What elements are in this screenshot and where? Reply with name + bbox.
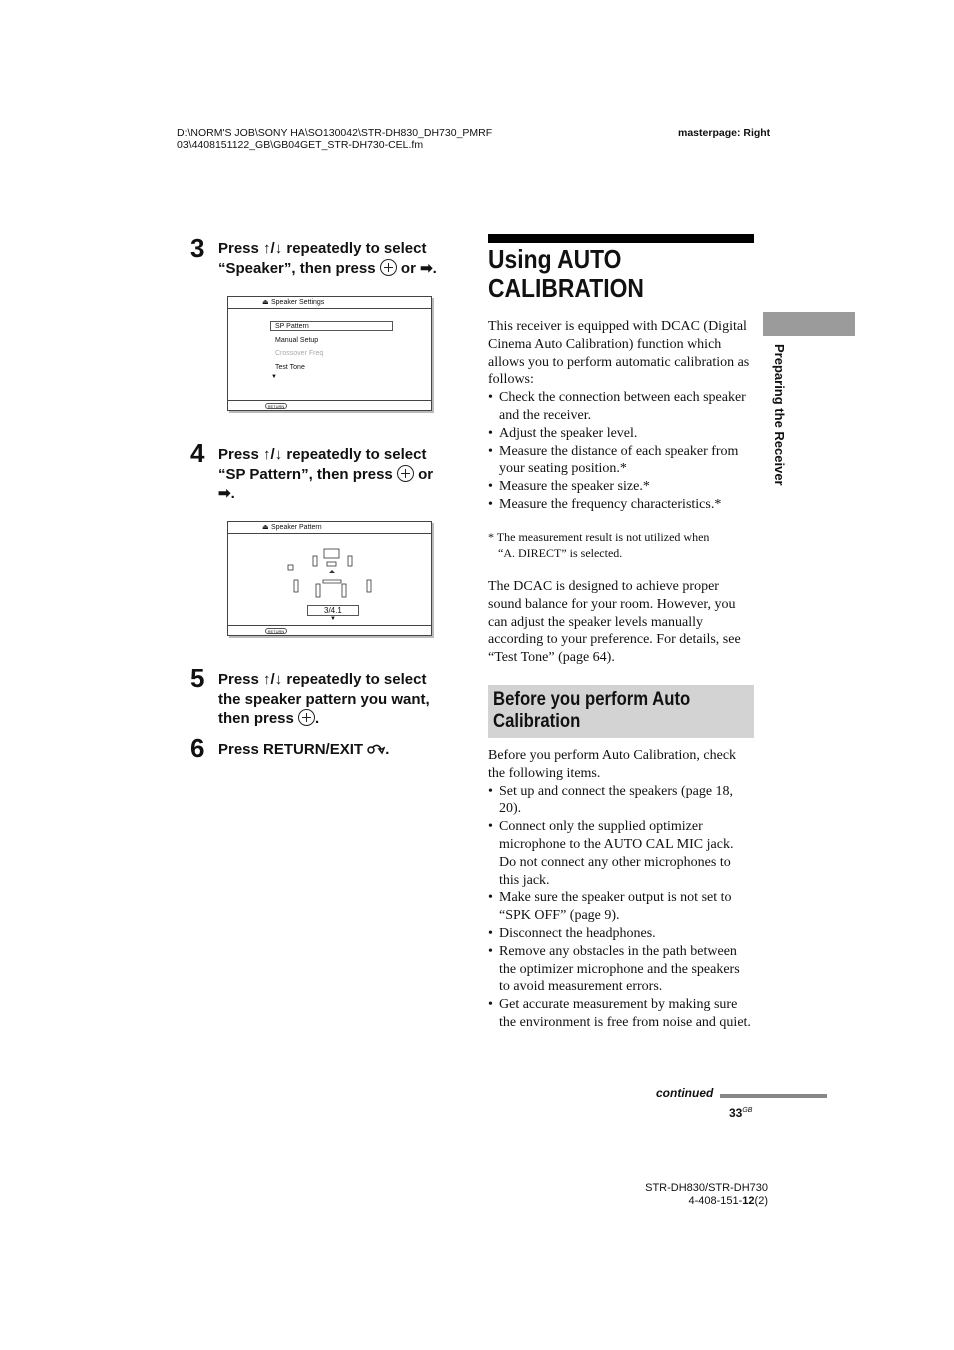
list-item: • Remove any obstacles in the path between the optimizer microphone and the speakers to avoid measurement errors. xyxy=(488,943,754,996)
chapter-tab xyxy=(763,312,855,336)
list-item: • Set up and connect the speakers (page 18, 20). xyxy=(488,783,754,819)
doc-code-bold: 12 xyxy=(742,1194,755,1207)
enter-button-icon xyxy=(380,259,397,276)
step-5-number: 5 xyxy=(190,663,205,693)
file-path-line1: D:\NORM'S JOB\SONY HA\SO130042\STR-DH830_DH730_PMRF xyxy=(177,127,493,139)
subsection-title xyxy=(493,689,690,732)
footnote-line2: “A. DIRECT” is selected. xyxy=(498,546,623,560)
speaker-settings-title: Speaker Settings xyxy=(271,299,325,306)
speaker-settings-footer xyxy=(228,400,431,410)
surround-left-speaker-icon xyxy=(294,580,298,592)
step-6-line1: Press RETURN/EXIT xyxy=(218,741,364,758)
menu-item-test-tone[interactable]: Test Tone xyxy=(275,364,305,371)
subsection-body xyxy=(488,747,754,1032)
center-speaker-icon xyxy=(327,562,336,566)
step-4-number: 4 xyxy=(190,438,205,468)
list-item: • Measure the speaker size.* xyxy=(488,478,754,496)
section-rule xyxy=(488,234,754,243)
doc-code xyxy=(600,1195,768,1208)
menu-item-manual-setup[interactable]: Manual Setup xyxy=(275,337,319,344)
speaker-settings-titlebar xyxy=(228,297,431,309)
enter-button-icon xyxy=(397,465,414,482)
pattern-up-arrow-icon xyxy=(329,570,335,573)
section-title-line2: CALIBRATION xyxy=(488,272,644,303)
section-title xyxy=(488,245,644,302)
subsection-header xyxy=(488,685,754,738)
footnote-line1: * The measurement result is not utilized when xyxy=(488,530,710,544)
return-exit-icon xyxy=(367,743,385,755)
step-3-line1: Press ↑/↓ repeatedly to select xyxy=(218,240,427,257)
step-4-line1: Press ↑/↓ repeatedly to select xyxy=(218,446,427,463)
list-item: • Check the connection between each speaker and the receiver. xyxy=(488,389,754,425)
chapter-tab-label: Preparing the Receiver xyxy=(772,344,787,486)
step-4-line3: or xyxy=(418,465,434,483)
list-item: • Connect only the supplied optimizer microphone to the AUTO CAL MIC jack. Do not connect any other microphones to this jack. xyxy=(488,818,754,889)
page-number-suffix: GB xyxy=(742,1107,753,1114)
step-5-text xyxy=(218,670,468,729)
model-name: STR-DH830/STR-DH730 xyxy=(645,1182,768,1194)
step-3-line3: or ➡. xyxy=(400,259,437,277)
tv-icon xyxy=(324,549,339,558)
speaker-settings-icon: ⏏ xyxy=(262,299,269,306)
step-5-line3: then press xyxy=(218,710,294,727)
calibration-list xyxy=(488,389,754,514)
subsection-title-line1: Before you perform Auto xyxy=(493,689,691,710)
step-3-line2: “Speaker”, then press xyxy=(218,259,376,277)
step-4-line2: “SP Pattern”, then press xyxy=(218,465,393,483)
scroll-down-icon[interactable]: ▼ xyxy=(271,374,277,380)
continued-rule xyxy=(720,1094,827,1098)
list-item: • Disconnect the headphones. xyxy=(488,925,754,943)
section-title-line1: Using AUTO xyxy=(488,244,622,274)
continued-label: continued xyxy=(656,1086,714,1100)
list-item: • Measure the distance of each speaker from your seating position.* xyxy=(488,443,754,479)
surround-right-speaker-icon xyxy=(367,580,371,592)
subsection-intro: Before you perform Auto Calibration, check the following items. xyxy=(488,748,737,781)
section-body xyxy=(488,318,754,514)
page-number-value: 33 xyxy=(729,1106,743,1120)
step-4-text xyxy=(218,445,468,504)
subwoofer-icon xyxy=(288,565,293,570)
doc-code-prefix: 4-408-151- xyxy=(688,1194,743,1207)
section-para2: The DCAC is designed to achieve proper sound balance for your room. However, you can adjust the speaker levels manually according to your preference. For details, see “Test Tone” (page 64). xyxy=(488,579,741,666)
file-path-line2: 03\4408151122_GB\GB04GET_STR-DH730-CEL.fm xyxy=(177,139,424,151)
step-5-line4: . xyxy=(315,710,320,727)
subsection-title-line2: Calibration xyxy=(493,710,581,732)
step-6-text xyxy=(218,740,468,760)
step-3-number: 3 xyxy=(190,233,205,263)
pattern-value-box[interactable]: 3/4.1 xyxy=(307,605,359,616)
speaker-pattern-title: Speaker Pattern xyxy=(271,524,322,531)
step-4-line4: ➡. xyxy=(218,485,235,502)
menu-item-sp-pattern[interactable]: SP Pattern xyxy=(275,323,309,330)
listener-icon xyxy=(323,580,341,583)
list-item: • Get accurate measurement by making sure the environment is free from noise and quiet. xyxy=(488,996,754,1032)
surround-back-left-speaker-icon xyxy=(316,584,320,597)
step-6-number: 6 xyxy=(190,733,205,763)
masterpage-label: masterpage: Right xyxy=(678,127,771,139)
section-intro: This receiver is equipped with DCAC (Digital Cinema Auto Calibration) function which allows you to perform automatic calibration as follows: xyxy=(488,319,750,388)
speaker-layout-diagram xyxy=(283,546,383,604)
speaker-pattern-footer xyxy=(228,625,431,635)
page-number xyxy=(729,1104,752,1120)
return-button[interactable]: RETURN xyxy=(265,628,287,634)
checklist xyxy=(488,783,754,1032)
front-right-speaker-icon xyxy=(348,556,352,566)
doc-code-suffix: (2) xyxy=(754,1194,768,1207)
speaker-pattern-icon: ⏏ xyxy=(262,524,269,531)
enter-button-icon xyxy=(298,709,315,726)
step-3-text xyxy=(218,239,468,278)
surround-back-right-speaker-icon xyxy=(342,584,346,597)
menu-item-crossover-freq: Crossover Freq xyxy=(275,350,324,357)
speaker-pattern-screen xyxy=(227,521,432,636)
list-item: • Measure the frequency characteristics.* xyxy=(488,496,754,514)
step-5-line2: the speaker pattern you want, xyxy=(218,690,430,708)
front-left-speaker-icon xyxy=(313,556,317,566)
list-item: • Make sure the speaker output is not set to “SPK OFF” (page 9). xyxy=(488,889,754,925)
doc-info xyxy=(600,1182,768,1207)
list-item: • Adjust the speaker level. xyxy=(488,425,754,443)
step-5-line1: Press ↑/↓ repeatedly to select xyxy=(218,671,427,688)
footnote xyxy=(488,529,754,561)
speaker-settings-screen xyxy=(227,296,432,411)
step-6-line2: . xyxy=(385,741,390,758)
file-path xyxy=(177,127,492,151)
return-button[interactable]: RETURN xyxy=(265,403,287,409)
pattern-down-arrow-icon[interactable]: ▼ xyxy=(330,616,336,622)
speaker-pattern-titlebar xyxy=(228,522,431,534)
